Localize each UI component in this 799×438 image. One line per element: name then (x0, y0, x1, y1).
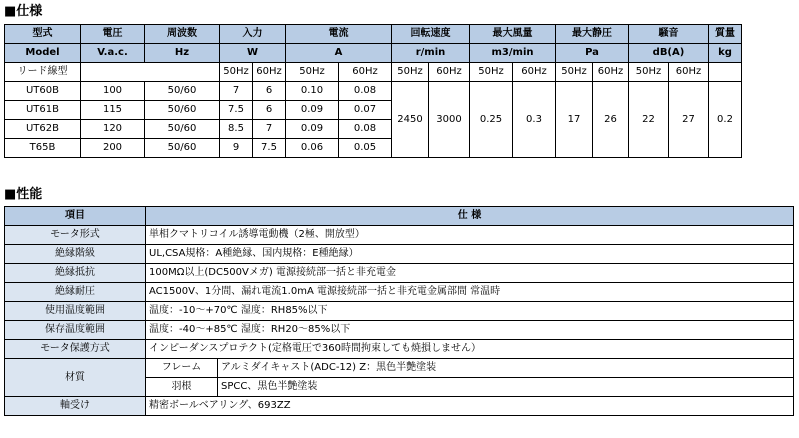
spec-frequency-row (5, 63, 742, 82)
table-row (5, 340, 794, 359)
header-mass: 質量 (709, 25, 742, 44)
hz-label: 50Hz (470, 63, 513, 82)
table-row (5, 302, 794, 321)
hz-label: 50Hz (220, 63, 253, 82)
hz-label: 60Hz (253, 63, 286, 82)
table-row (5, 245, 794, 264)
input-50hz-cell: 9 (220, 139, 253, 158)
header-frequency: 周波数 (145, 25, 220, 44)
hz-label: 60Hz (513, 63, 556, 82)
header-item: 項目 (5, 207, 146, 226)
table-row (5, 359, 794, 378)
row-value: 単相クマトリコイル誘導電動機（2極、開放型） (146, 226, 794, 245)
material-label: 材質 (5, 359, 146, 397)
airflow-60hz-cell: 0.3 (513, 82, 556, 158)
performance-table (4, 206, 794, 416)
hz-label: 60Hz (669, 63, 709, 82)
row-label: 絶縁抵抗 (5, 264, 146, 283)
mass-cell: 0.2 (709, 82, 742, 158)
blade-label: 羽根 (146, 378, 218, 397)
header-voltage: 電圧 (81, 25, 145, 44)
voltage-cell: 115 (81, 101, 145, 120)
blank-cell (81, 63, 220, 82)
rpm-50hz-cell: 2450 (392, 82, 429, 158)
spec-header-row (5, 25, 742, 44)
hz-label: 50Hz (286, 63, 339, 82)
row-value: インピーダンスプロテクト(定格電圧で360時間拘束しても焼損しません） (146, 340, 794, 359)
voltage-cell: 120 (81, 120, 145, 139)
voltage-cell: 200 (81, 139, 145, 158)
model-cell: UT61B (5, 101, 81, 120)
header-airflow: 最大風量 (470, 25, 556, 44)
header-current: 電流 (286, 25, 392, 44)
model-cell: UT62B (5, 120, 81, 139)
unit-frequency: Hz (145, 44, 220, 63)
table-row (5, 283, 794, 302)
row-label: 使用温度範囲 (5, 302, 146, 321)
input-60hz-cell: 6 (253, 101, 286, 120)
blank-cell (709, 63, 742, 82)
bearing-value: 精密ボールベアリング、693ZZ (146, 397, 794, 416)
hz-label: 60Hz (339, 63, 392, 82)
input-50hz-cell: 7.5 (220, 101, 253, 120)
table-row (5, 82, 742, 101)
unit-airflow: m3/min (470, 44, 556, 63)
current-60hz-cell: 0.08 (339, 82, 392, 101)
noise-60hz-cell: 27 (669, 82, 709, 158)
current-60hz-cell: 0.07 (339, 101, 392, 120)
noise-50hz-cell: 22 (629, 82, 669, 158)
unit-current: A (286, 44, 392, 63)
current-50hz-cell: 0.09 (286, 101, 339, 120)
unit-rpm: r/min (392, 44, 470, 63)
input-50hz-cell: 8.5 (220, 120, 253, 139)
unit-voltage: V.a.c. (81, 44, 145, 63)
table-row (5, 264, 794, 283)
hz-label: 50Hz (629, 63, 669, 82)
header-noise: 騒音 (629, 25, 709, 44)
spec-section-title: ■仕様 (4, 4, 43, 19)
perf-header-row (5, 207, 794, 226)
row-label: モータ保護方式 (5, 340, 146, 359)
table-row (5, 397, 794, 416)
frequency-cell: 50/60 (145, 139, 220, 158)
frame-label: フレーム (146, 359, 218, 378)
frequency-cell: 50/60 (145, 120, 220, 139)
header-rpm: 回転速度 (392, 25, 470, 44)
frequency-cell: 50/60 (145, 82, 220, 101)
table-row (5, 321, 794, 340)
current-50hz-cell: 0.10 (286, 82, 339, 101)
row-label: 保存温度範囲 (5, 321, 146, 340)
row-value: 100MΩ以上(DC500Vメガ) 電源接続部一括と非充電金 (146, 264, 794, 283)
current-60hz-cell: 0.08 (339, 120, 392, 139)
airflow-50hz-cell: 0.25 (470, 82, 513, 158)
current-50hz-cell: 0.09 (286, 120, 339, 139)
row-value: AC1500V、1分間、漏れ電流1.0mA 電源接続部一括と非充電金属部間 常温時 (146, 283, 794, 302)
frame-value: アルミダイキャスト(ADC-12) Z：黒色半艶塗装 (218, 359, 794, 378)
row-label: モータ形式 (5, 226, 146, 245)
hz-label: 50Hz (392, 63, 429, 82)
hz-label: 60Hz (429, 63, 470, 82)
input-50hz-cell: 7 (220, 82, 253, 101)
rpm-60hz-cell: 3000 (429, 82, 470, 158)
unit-model: Model (5, 44, 81, 63)
row-label: 絶縁耐圧 (5, 283, 146, 302)
unit-mass: kg (709, 44, 742, 63)
bearing-label: 軸受け (5, 397, 146, 416)
row-value: 温度：-10～+70℃ 湿度：RH85%以下 (146, 302, 794, 321)
header-input: 入力 (220, 25, 286, 44)
frequency-cell: 50/60 (145, 101, 220, 120)
current-60hz-cell: 0.05 (339, 139, 392, 158)
hz-label: 50Hz (556, 63, 593, 82)
hz-label: 60Hz (593, 63, 629, 82)
input-60hz-cell: 6 (253, 82, 286, 101)
row-value: 温度：-40～+85℃ 湿度：RH20～85%以下 (146, 321, 794, 340)
blade-value: SPCC、黒色半艶塗装 (218, 378, 794, 397)
header-model: 型式 (5, 25, 81, 44)
unit-static-pressure: Pa (556, 44, 629, 63)
input-60hz-cell: 7.5 (253, 139, 286, 158)
pressure-50hz-cell: 17 (556, 82, 593, 158)
lead-type-label: リード線型 (5, 63, 81, 82)
row-value: UL,CSA規格：A種絶縁、国内規格：E種絶縁） (146, 245, 794, 264)
header-static-pressure: 最大静圧 (556, 25, 629, 44)
header-spec: 仕 様 (146, 207, 794, 226)
spec-table (4, 24, 742, 158)
unit-input: W (220, 44, 286, 63)
unit-noise: dB(A) (629, 44, 709, 63)
input-60hz-cell: 7 (253, 120, 286, 139)
spec-units-row (5, 44, 742, 63)
pressure-60hz-cell: 26 (593, 82, 629, 158)
model-cell: T65B (5, 139, 81, 158)
table-row (5, 226, 794, 245)
model-cell: UT60B (5, 82, 81, 101)
current-50hz-cell: 0.06 (286, 139, 339, 158)
perf-section-title: ■性能 (4, 187, 43, 202)
voltage-cell: 100 (81, 82, 145, 101)
row-label: 絶縁階級 (5, 245, 146, 264)
